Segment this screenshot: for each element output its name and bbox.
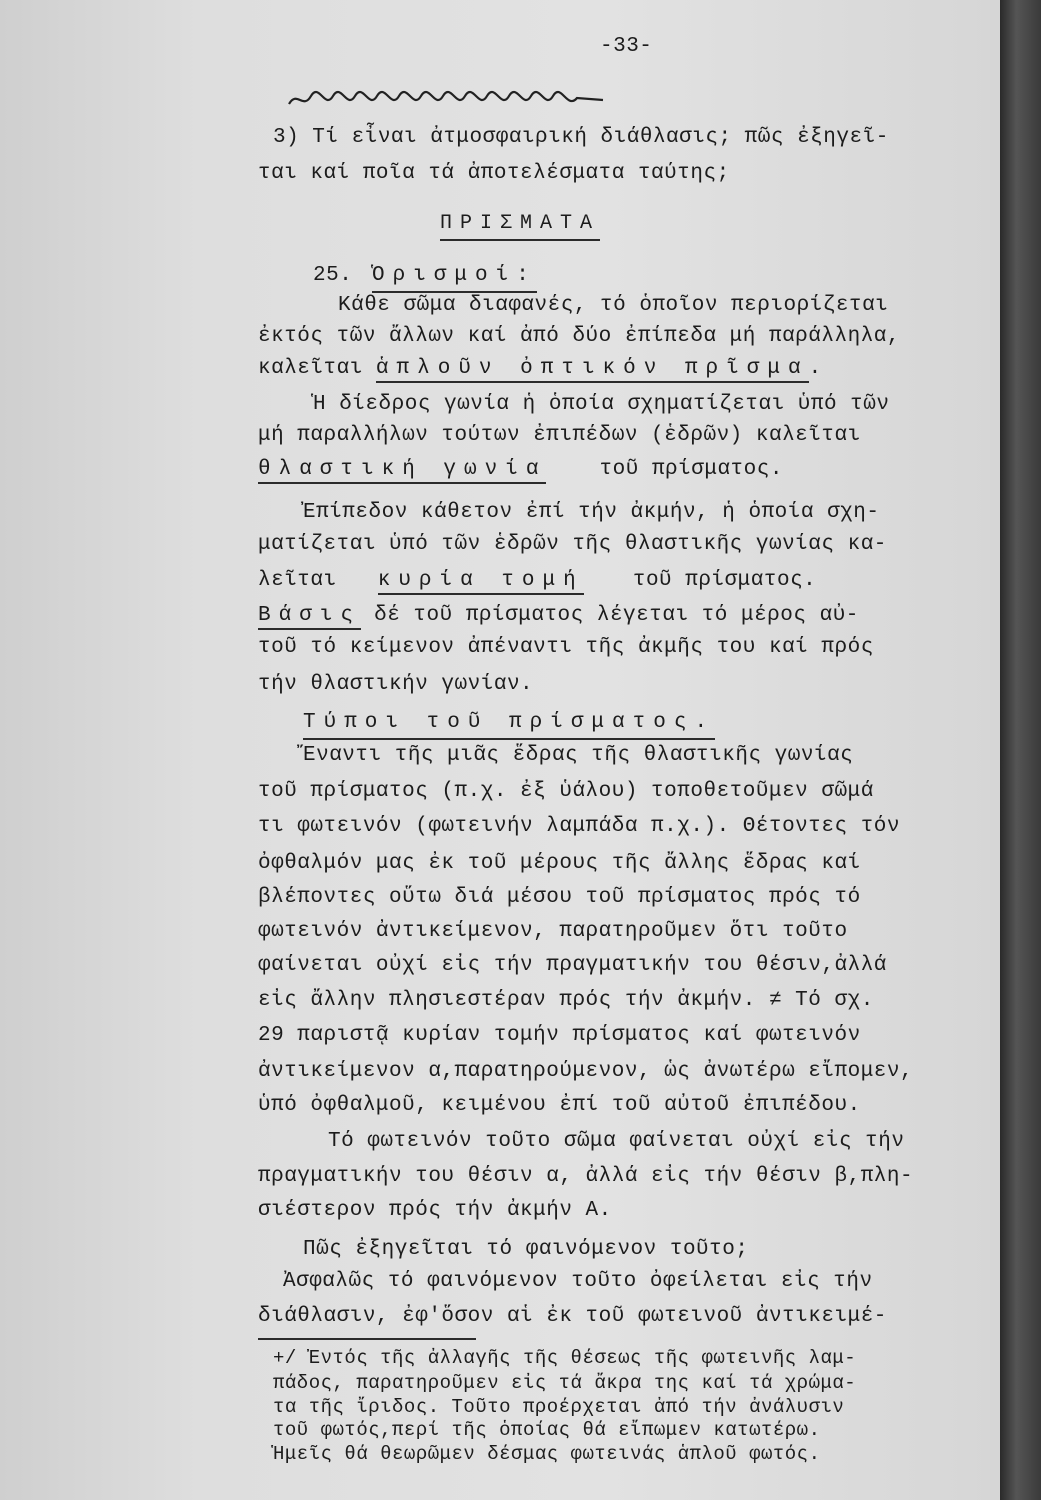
footnote-line: πάδος, παρατηροῦμεν εἰς τά ἄκρα της καί τά χρώμα- bbox=[273, 1372, 857, 1394]
text-line: Πῶς ἐξηγεῖται τό φαινόμενον τοῦτο; bbox=[303, 1238, 749, 1261]
footnote-divider bbox=[258, 1338, 476, 1340]
text-line: Ἡ δίεδρος γωνία ἡ ὁποία σχηματίζεται ὑπό τῶν bbox=[313, 393, 890, 416]
section-title: ΠΡΙΣΜΑΤΑ bbox=[440, 210, 600, 241]
struck-out-line bbox=[287, 86, 607, 112]
text-line: εἰς ἄλλην πλησιεστέραν πρός τήν ἀκμήν. ≠ Τό σχ. bbox=[258, 989, 874, 1012]
text-line: ματίζεται ὑπό τῶν ἑδρῶν τῆς θλαστικῆς γωνίας κα- bbox=[258, 533, 887, 556]
text-fragment: τοῦ πρίσματος. bbox=[619, 569, 817, 592]
text-fragment: καλεῖται bbox=[258, 357, 376, 380]
section-heading: Ὁρισμοί: bbox=[372, 262, 537, 293]
text-line: Κάθε σῶμα διαφανές, τό ὁποῖον περιορίζεται bbox=[338, 294, 889, 317]
page-number: -33- bbox=[600, 35, 653, 58]
question-line: 3) Τί εἶναι ἀτμοσφαιρική διάθλασις; πῶς ἐξηγεῖ- bbox=[273, 126, 889, 149]
text-line: πραγματικήν του θέσιν α, ἀλλά εἰς τήν θέσιν β,πλη- bbox=[258, 1165, 914, 1188]
text-line: ἀντικείμενον α,παρατηρούμενον, ὡς ἀνωτέρω εἴπομεν, bbox=[258, 1060, 914, 1083]
text-line bbox=[258, 456, 783, 484]
text-line: τοῦ τό κείμενον ἀπέναντι τῆς ἀκμῆς του καί πρός bbox=[258, 636, 874, 659]
text-line: Ἐπίπεδον κάθετον ἐπί τήν ἀκμήν, ἡ ὁποία σχη- bbox=[303, 501, 880, 524]
text-line bbox=[258, 567, 816, 595]
text-line: βλέποντες οὕτω διά μέσου τοῦ πρίσματος πρός τό bbox=[258, 886, 861, 909]
text-line: ὑπό ὀφθαλμοῦ, κειμένου ἐπί τοῦ αὐτοῦ ἐπιπέδου. bbox=[258, 1094, 861, 1117]
text-line: μή παραλλήλων τούτων ἐπιπέδων (ἑδρῶν) καλεῖται bbox=[258, 424, 861, 447]
text-line: ὀφθαλμόν μας ἐκ τοῦ μέρους τῆς ἄλλης ἕδρας καί bbox=[258, 852, 861, 875]
footnote-line: τοῦ φωτός,περί τῆς ὁποίας θά εἴπωμεν κατωτέρω. bbox=[273, 1419, 821, 1441]
text-fragment: λεῖται bbox=[258, 569, 350, 592]
defined-term: θλαστική γωνία bbox=[258, 458, 546, 484]
text-line: Τό φωτεινόν τοῦτο σῶμα φαίνεται οὐχί εἰς τήν bbox=[328, 1130, 905, 1153]
text-line: Ἀσφαλῶς τό φαινόμενον τοῦτο ὀφείλεται εἰς τήν bbox=[283, 1270, 873, 1293]
footnote-line: +/ Ἐντός τῆς ἀλλαγῆς τῆς θέσεως τῆς φωτεινῆς λαμ- bbox=[273, 1347, 857, 1369]
text-fragment: τοῦ πρίσματος. bbox=[586, 458, 783, 481]
text-line: τι φωτεινόν (φωτεινήν λαμπάδα π.χ.). Θέτοντες τόν bbox=[258, 815, 901, 838]
section-number: 25. bbox=[313, 264, 353, 287]
text-line bbox=[258, 602, 859, 630]
defined-term: Βάσις bbox=[258, 604, 361, 630]
text-line: τοῦ πρίσματος (π.χ. ἐξ ὑάλου) τοποθετοῦμεν σῶμά bbox=[258, 780, 874, 803]
text-fragment: . bbox=[808, 357, 822, 380]
text-line: τήν θλαστικήν γωνίαν. bbox=[258, 673, 534, 696]
text-line: ἐκτός τῶν ἄλλων καί ἀπό δύο ἐπίπεδα μή παράλληλα, bbox=[258, 325, 901, 348]
book-binding-edge bbox=[1000, 0, 1041, 1500]
text-line: διάθλασιν, ἐφ'ὅσον αἱ ἐκ τοῦ φωτεινοῦ ἀντικειμέ- bbox=[258, 1305, 887, 1328]
text-line: φαίνεται οὐχί εἰς τήν πραγματικήν του θέσιν,ἀλλά bbox=[258, 954, 887, 977]
defined-term: κυρία τομή bbox=[378, 569, 584, 595]
text-line: 29 παριστᾷ κυρίαν τομήν πρίσματος καί φωτεινόν bbox=[258, 1024, 861, 1047]
defined-term: ἁπλοῦν ὀπτικόν πρῖσμα bbox=[376, 357, 809, 383]
footnote-line: τα τῆς ἴριδος. Τοῦτο προέρχεται ἀπό τήν ἀνάλυσιν bbox=[273, 1396, 845, 1418]
text-line: Ἔναντι τῆς μιᾶς ἕδρας τῆς θλαστικῆς γωνίας bbox=[303, 744, 854, 767]
subsection-heading: Τύποι τοῦ πρίσματος. bbox=[303, 709, 715, 740]
text-line bbox=[258, 355, 822, 383]
text-fragment: δέ τοῦ πρίσματος λέγεται τό μέρος αὐ- bbox=[361, 604, 859, 627]
text-line: φωτεινόν ἀντικείμενον, παρατηροῦμεν ὅτι τοῦτο bbox=[258, 920, 848, 943]
question-line: ται καί ποῖα τά ἀποτελέσματα ταύτης; bbox=[258, 162, 730, 185]
text-line: σιέστερον πρός τήν ἀκμήν Α. bbox=[258, 1199, 612, 1222]
footnote-line: Ἡμεῖς θά θεωρῶμεν δέσμας φωτεινάς ἁπλοῦ φωτός. bbox=[273, 1443, 821, 1465]
